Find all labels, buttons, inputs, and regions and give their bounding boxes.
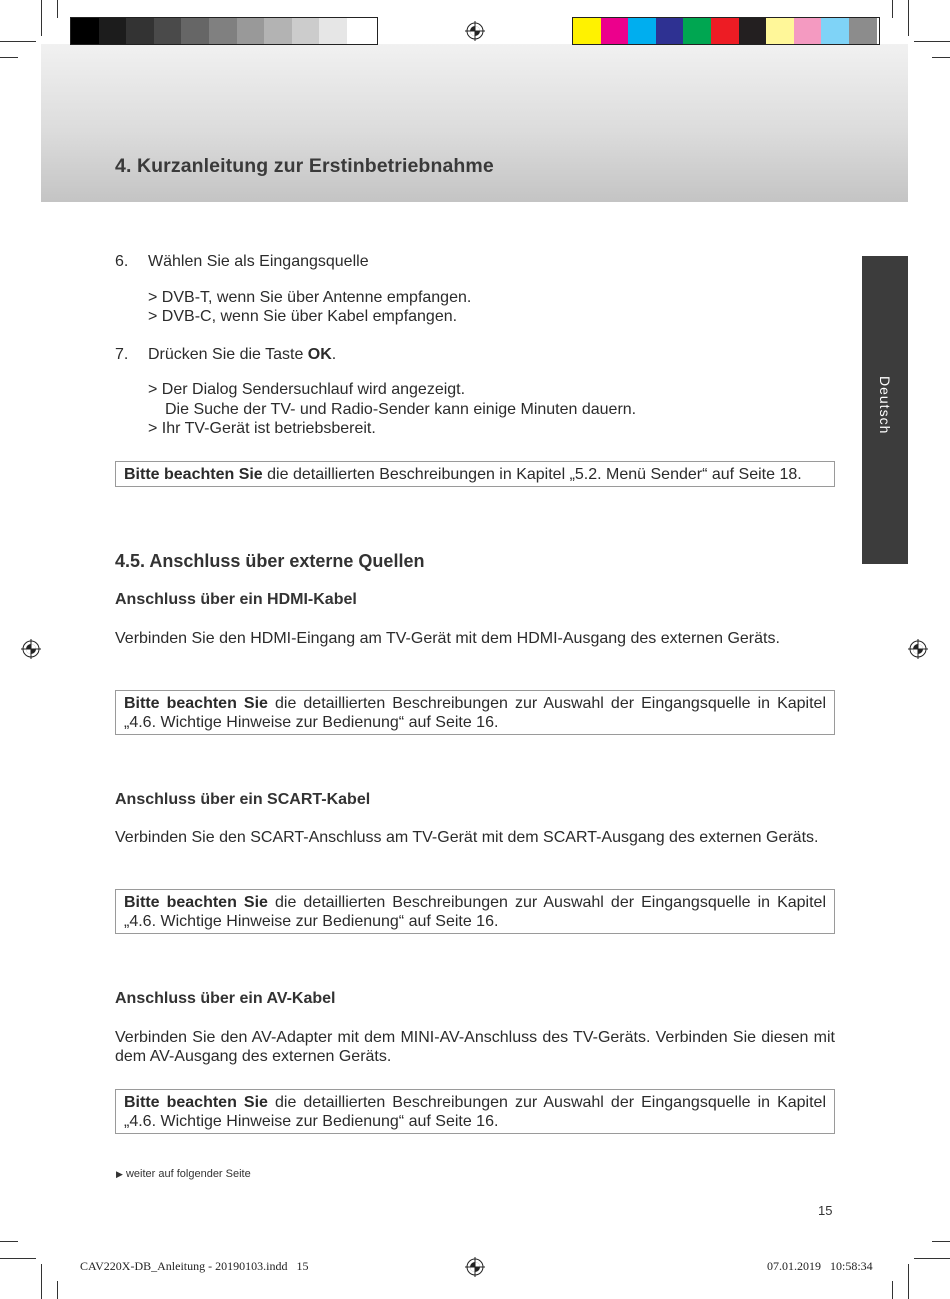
paragraph: Verbinden Sie den HDMI-Eingang am TV-Gerät mit dem HDMI-Ausgang des externen Geräts. — [115, 630, 780, 647]
crop-mark — [41, 0, 42, 36]
crop-mark — [914, 41, 950, 42]
section-title: 4.5. Anschluss über externe Quellen — [115, 551, 425, 571]
crop-mark — [932, 1241, 950, 1242]
note-box — [115, 1089, 835, 1134]
color-swatch — [181, 18, 209, 44]
subsection-heading: Anschluss über ein SCART-Kabel — [115, 791, 371, 808]
subsection-heading: Anschluss über ein AV-Kabel — [115, 990, 336, 1007]
color-swatch — [794, 18, 822, 44]
step-text: Drücken Sie die Taste OK. — [148, 346, 337, 363]
color-swatch — [319, 18, 347, 44]
grayscale-color-bar — [70, 17, 378, 45]
color-swatch — [683, 18, 711, 44]
crop-mark — [892, 1281, 893, 1299]
color-swatch — [209, 18, 237, 44]
step-result: > Ihr TV-Gerät ist betriebsbereit. — [148, 420, 376, 437]
crop-mark — [908, 1264, 909, 1299]
note-text: die detaillierten Beschreibungen in Kapitel „5.2. Menü Sender“ auf Seite 18. — [262, 466, 802, 483]
color-swatch — [573, 18, 601, 44]
color-swatch — [601, 18, 629, 44]
step-number: 6. — [115, 253, 129, 270]
color-swatch — [347, 18, 375, 44]
crop-mark — [0, 57, 18, 58]
registration-mark-icon — [465, 21, 485, 41]
crop-mark — [0, 1258, 36, 1259]
note-text: die detaillierten Beschreibungen zur Auswahl der Eingangsquelle in Kapitel „4.6. Wichtige Hinweise zur Bedienung“ auf Seite 16. — [124, 695, 827, 731]
registration-mark-icon — [21, 639, 41, 659]
note-text: die detaillierten Beschreibungen zur Auswahl der Eingangsquelle in Kapitel „4.6. Wichtige Hinweise zur Bedienung“ auf Seite 16. — [124, 894, 827, 930]
color-swatch — [237, 18, 265, 44]
color-swatch — [71, 18, 99, 44]
note-box — [115, 690, 835, 735]
slug-filename: CAV220X-DB_Anleitung - 20190103.indd 15 — [80, 1259, 309, 1273]
slug-timestamp: 07.01.2019 10:58:34 — [767, 1259, 873, 1273]
language-tab — [862, 256, 908, 564]
note-text: die detaillierten Beschreibungen zur Auswahl der Eingangsquelle in Kapitel „4.6. Wichtige Hinweise zur Bedienung“ auf Seite 16. — [124, 1094, 827, 1130]
step-text: Wählen Sie als Eingangsquelle — [148, 253, 369, 270]
chapter-title: 4. Kurzanleitung zur Erstinbetriebnahme — [115, 155, 494, 177]
paragraph: Verbinden Sie den SCART-Anschluss am TV-Gerät mit dem SCART-Ausgang des externen Geräts. — [115, 829, 819, 846]
note-emphasis: Bitte beachten Sie — [124, 1094, 268, 1111]
color-swatch — [99, 18, 127, 44]
header-band — [41, 44, 908, 202]
crop-mark — [41, 1264, 42, 1299]
note-box — [115, 461, 835, 487]
color-swatch — [766, 18, 794, 44]
step-number: 7. — [115, 346, 129, 363]
crop-mark — [908, 0, 909, 36]
paragraph: Verbinden Sie den AV-Adapter mit dem MINI-AV-Anschluss des TV-Geräts. Verbinden Sie diesen mit dem AV-Ausgang des externen Geräts. — [115, 1029, 835, 1065]
color-swatch — [711, 18, 739, 44]
color-swatch — [849, 18, 877, 44]
crop-mark — [914, 1258, 950, 1259]
color-swatch — [264, 18, 292, 44]
note-emphasis: Bitte beachten Sie — [124, 894, 268, 911]
registration-mark-icon — [908, 639, 928, 659]
color-swatch — [154, 18, 182, 44]
crop-mark — [57, 0, 58, 18]
note-emphasis: Bitte beachten Sie — [124, 466, 263, 483]
crop-mark — [892, 0, 893, 18]
crop-mark — [932, 57, 950, 58]
color-swatch — [126, 18, 154, 44]
color-swatch — [821, 18, 849, 44]
process-color-bar — [572, 17, 880, 45]
key-label: OK — [307, 346, 332, 363]
step-result: Die Suche der TV- und Radio-Sender kann einige Minuten dauern. — [165, 401, 637, 418]
color-swatch — [656, 18, 684, 44]
color-swatch — [628, 18, 656, 44]
page-number: 15 — [818, 1203, 833, 1218]
note-emphasis: Bitte beachten Sie — [124, 695, 268, 712]
language-tab-label: Deutsch — [877, 376, 893, 435]
color-swatch — [292, 18, 320, 44]
color-swatch — [739, 18, 767, 44]
crop-mark — [57, 1281, 58, 1299]
crop-mark — [0, 41, 36, 42]
subsection-heading: Anschluss über ein HDMI-Kabel — [115, 591, 357, 608]
continue-note — [116, 1168, 251, 1180]
step-result: > Der Dialog Sendersuchlauf wird angezeigt. — [148, 381, 466, 398]
triangle-right-icon: ▶ — [116, 1169, 123, 1179]
continue-text: weiter auf folgender Seite — [125, 1168, 251, 1180]
step-result: > DVB-C, wenn Sie über Kabel empfangen. — [148, 308, 458, 325]
registration-mark-icon — [465, 1257, 485, 1277]
step-result: > DVB-T, wenn Sie über Antenne empfangen. — [148, 289, 472, 306]
note-box — [115, 889, 835, 934]
crop-mark — [0, 1241, 18, 1242]
